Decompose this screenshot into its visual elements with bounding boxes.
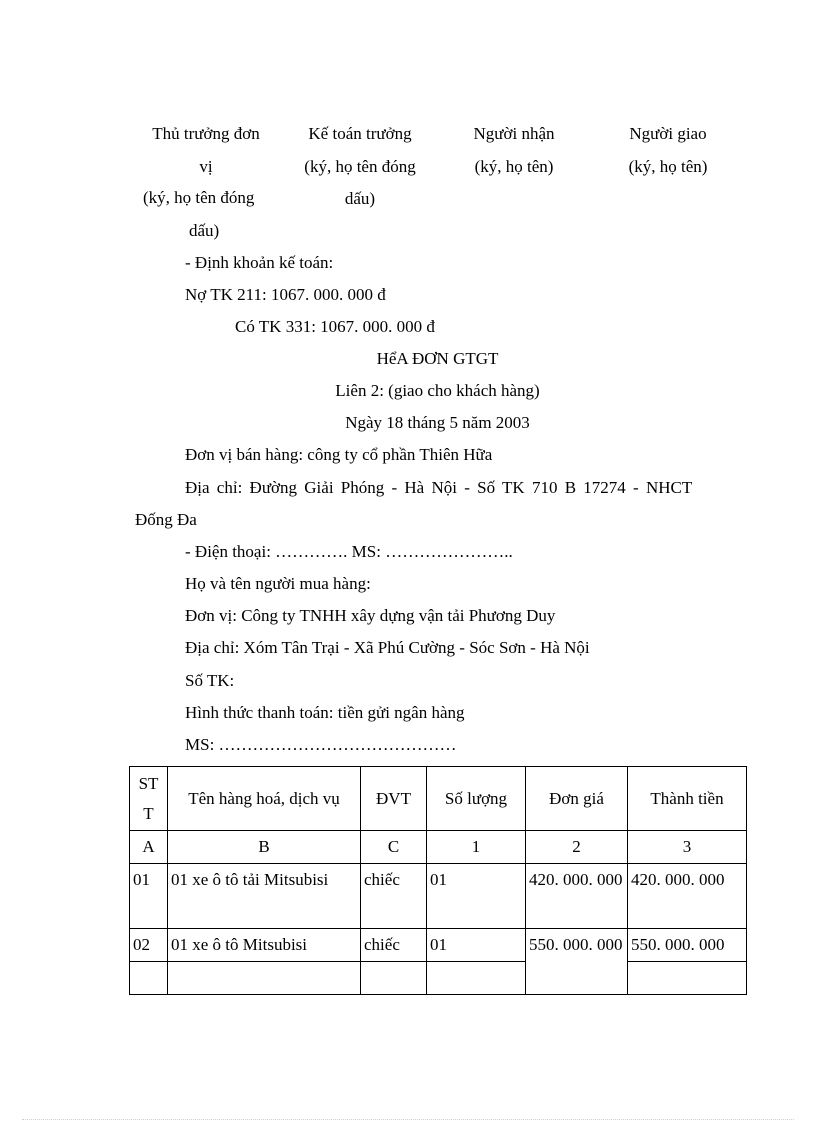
signature-title: Thủ trưởng đơn: [152, 124, 260, 143]
code-cell: 2: [526, 831, 628, 864]
seller-phone: - Điện thoại: …………. MS: …………………..: [185, 542, 513, 561]
seller-address-cont: Đống Đa: [135, 510, 197, 529]
header-qty: Số lượng: [427, 767, 526, 831]
header-total: Thành tiền: [628, 767, 747, 831]
row-stt: 02: [130, 929, 168, 962]
row-unit: chiếc: [361, 864, 427, 929]
code-cell: A: [130, 831, 168, 864]
empty-cell: [361, 962, 427, 995]
invoice-table: [129, 766, 747, 995]
table-header-row: [130, 767, 747, 831]
signature-director: [136, 118, 276, 183]
seller-unit: Đơn vị bán hàng: công ty cổ phần Thiên Hữa: [185, 445, 493, 464]
header-stt: ST T: [130, 767, 168, 831]
header-name: Tên hàng hoá, dịch vụ: [168, 767, 361, 831]
table-row: [130, 929, 747, 962]
empty-cell: [168, 962, 361, 995]
row-total: 420. 000. 000: [628, 864, 747, 929]
code-cell: 3: [628, 831, 747, 864]
row-qty: 01: [427, 929, 526, 962]
row-name: 01 xe ô tô tải Mitsubisi: [168, 864, 361, 929]
empty-cell: [130, 962, 168, 995]
signature-sub: (ký, họ tên): [474, 156, 554, 176]
signature-sub-cont: dấu): [344, 189, 376, 208]
row-unit: chiếc: [361, 929, 427, 962]
row-total: 550. 000. 000: [628, 929, 747, 962]
signature-chief-accountant: [290, 118, 430, 216]
invoice-date: Ngày 18 tháng 5 năm 2003: [345, 413, 530, 432]
code-cell: B: [168, 831, 361, 864]
row-qty: 01: [427, 864, 526, 929]
page-footer-divider: [22, 1119, 794, 1120]
signature-title: Kế toán trưởng: [308, 124, 412, 143]
buyer-tax-code: MS: ……………………………………: [185, 735, 457, 754]
invoice-copy: Liên 2: (giao cho khách hàng): [335, 381, 540, 400]
signature-title: Người giao: [629, 124, 707, 143]
signature-director-sub: (ký, họ tên đóng: [143, 188, 255, 207]
buyer-label: Họ và tên người mua hàng:: [185, 574, 371, 593]
header-unit: ĐVT: [361, 767, 427, 831]
invoice-title: HểA ĐƠN GTGT: [376, 349, 499, 368]
table-row-empty: [130, 962, 747, 995]
table-code-row: [130, 831, 747, 864]
row-price: 550. 000. 000: [526, 929, 628, 995]
table-row: [130, 864, 747, 929]
empty-cell: [427, 962, 526, 995]
seller-address: Địa chỉ: Đường Giải Phóng - Hà Nội - Số TK 710 B 17274 - NHCT: [185, 478, 693, 497]
signature-deliverer: [598, 118, 738, 183]
buyer-address: Địa chỉ: Xóm Tân Trại - Xã Phú Cường - Sóc Sơn - Hà Nội: [185, 638, 590, 657]
payment-method: Hình thức thanh toán: tiền gửi ngân hàng: [185, 703, 465, 722]
header-price: Đơn giá: [526, 767, 628, 831]
signature-receiver: [444, 118, 584, 183]
signature-director-sub-cont: dấu): [189, 221, 220, 240]
row-name: 01 xe ô tô Mitsubisi: [168, 929, 361, 962]
code-cell: 1: [427, 831, 526, 864]
empty-cell: [628, 962, 747, 995]
buyer-unit: Đơn vị: Công ty TNHH xây dựng vận tải Phương Duy: [185, 606, 556, 625]
accounting-credit: Có TK 331: 1067. 000. 000 đ: [235, 317, 435, 336]
accounting-heading: - Định khoản kế toán:: [185, 253, 334, 272]
buyer-account: Số TK:: [185, 671, 235, 690]
accounting-debit: Nợ TK 211: 1067. 000. 000 đ: [185, 285, 386, 304]
row-stt: 01: [130, 864, 168, 929]
signature-sub: (ký, họ tên): [628, 156, 708, 176]
signature-title-cont: vị: [199, 156, 213, 176]
code-cell: C: [361, 831, 427, 864]
signature-title: Người nhận: [473, 124, 555, 143]
signature-sub: (ký, họ tên đóng: [304, 156, 416, 176]
row-price: 420. 000. 000: [526, 864, 628, 929]
